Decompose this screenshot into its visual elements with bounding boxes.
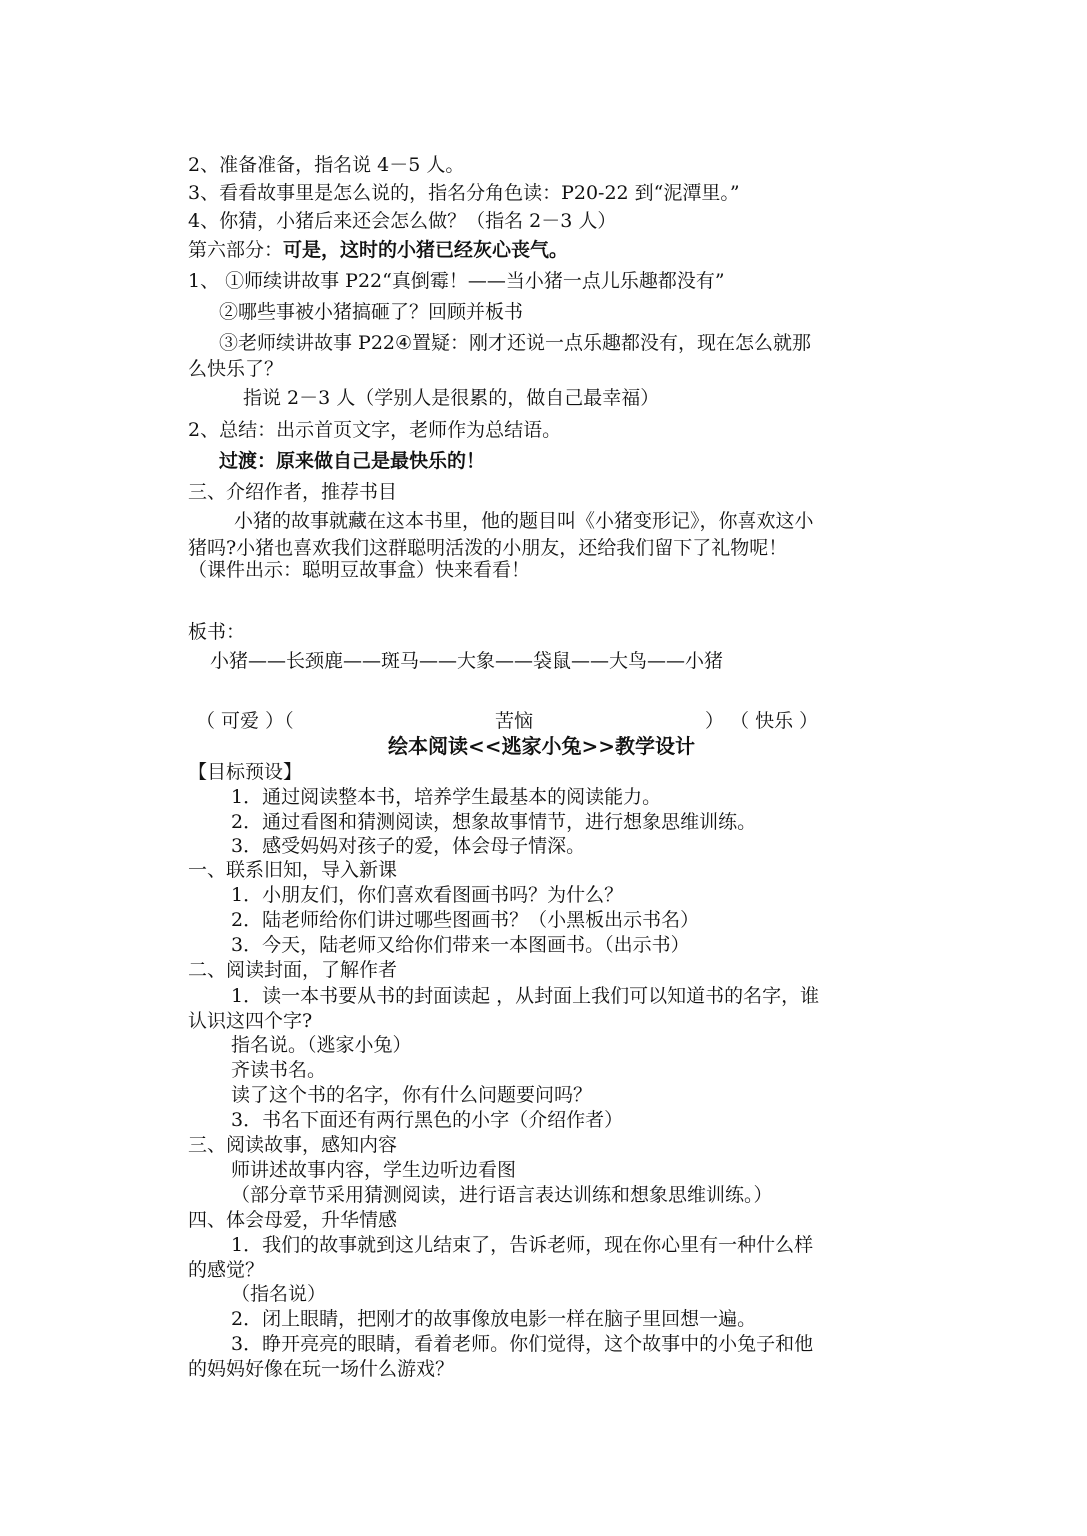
board-label-happy: ） （ 快乐 ） [705,710,819,732]
section-heading: 【目标预设】 [188,761,303,783]
text-line: 指名说。（逃家小兔） [231,1034,412,1056]
text-line: 师讲述故事内容，学生边听边看图 [231,1159,517,1181]
text-line: （部分章节采用猜测阅读，进行语言表达训练和想象思维训练。） [231,1184,773,1206]
text-line: 2．通过看图和猜测阅读，想象故事情节，进行想象思维训练。 [231,811,757,833]
text-line: 3．今天，陆老师又给你们带来一本图画书。（出示书） [231,934,690,956]
board-label: 板书： [188,621,246,643]
text-line: 2．闭上眼睛，把刚才的故事像放电影一样在脑子里回想一遍。 [231,1308,757,1330]
text-line: 3．睁开亮亮的眼睛，看着老师。你们觉得，这个故事中的小兔子和他 [231,1333,814,1355]
text-line: ②哪些事被小猪搞砸了？回顾并板书 [219,301,524,323]
text-line: 1、 ①师续讲故事 P22“真倒霉！——当小猪一点儿乐趣都没有” [188,270,725,292]
section-heading: 三、阅读故事，感知内容 [188,1134,398,1156]
board-label-cute: （ 可爱 ）（ [196,710,294,732]
section-prefix: 第六部分： [188,239,284,261]
text-line: 1．通过阅读整本书，培养学生最基本的阅读能力。 [231,786,662,808]
text-line: 1．读一本书要从书的封面读起 ，从封面上我们可以知道书的名字，谁 [231,985,820,1007]
text-line: 1．小朋友们，你们喜欢看图画书吗？为什么？ [231,884,624,906]
text-line: 3、看看故事里是怎么说的，指名分角色读：P20-22 到“泥潭里。” [188,182,740,204]
text-line: 3．感受妈妈对孩子的爱，体会母子情深。 [231,835,586,857]
board-sequence: 小猪——长颈鹿——斑马——大象——袋鼠——大鸟——小猪 [210,650,724,672]
text-line: 小猪的故事就藏在这本书里，他的题目叫《小猪变形记》，你喜欢这小 [234,510,814,532]
text-line: （指名说） [231,1283,327,1305]
text-line: ③老师续讲故事 P22④置疑：刚才还说一点乐趣都没有，现在怎么就那 [219,332,812,354]
text-line: 2、总结：出示首页文字，老师作为总结语。 [188,419,562,441]
transition-line: 过渡：原来做自己是最快乐的！ [219,450,486,472]
section-heading [188,237,568,263]
section-heading: 四、体会母爱，升华情感 [188,1209,398,1231]
section-heading: 一、联系旧知，导入新课 [188,859,398,881]
text-line: 认识这四个字? [188,1010,313,1032]
text-line: 读了这个书的名字，你有什么问题要问吗？ [231,1084,593,1106]
text-line: 3．书名下面还有两行黑色的小字（介绍作者） [231,1109,624,1131]
text-line: （课件出示：聪明豆故事盒）快来看看！ [188,559,531,581]
text-line: 1．我们的故事就到这儿结束了，告诉老师，现在你心里有一种什么样 [231,1234,814,1256]
board-label-worry: 苦恼 [495,710,534,732]
text-line: 么快乐了？ [188,358,284,380]
text-line: 猪吗?小猪也喜欢我们这群聪明活泼的小朋友，还给我们留下了礼物呢！ [188,537,788,559]
section-heading: 二、阅读封面，了解作者 [188,959,398,981]
text-line: 2．陆老师给你们讲过哪些图画书？（小黑板出示书名） [231,909,700,931]
text-line: 的感觉？ [188,1259,265,1281]
text-line: 2、准备准备，指名说 4－5 人。 [188,154,465,176]
text-line: 的妈妈好像在玩一场什么游戏？ [188,1358,455,1380]
text-line: 指说 2－3 人（学别人是很累的，做自己最幸福） [243,387,660,409]
page-title: 绘本阅读<<逃家小兔>>教学设计 [388,734,696,758]
section-emphasis: 可是，这时的小猪已经灰心丧气。 [283,239,569,261]
section-heading: 三、介绍作者，推荐书目 [188,481,398,503]
text-line: 4、你猜，小猪后来还会怎么做？（指名 2－3 人） [188,210,617,232]
text-line: 齐读书名。 [231,1059,327,1081]
